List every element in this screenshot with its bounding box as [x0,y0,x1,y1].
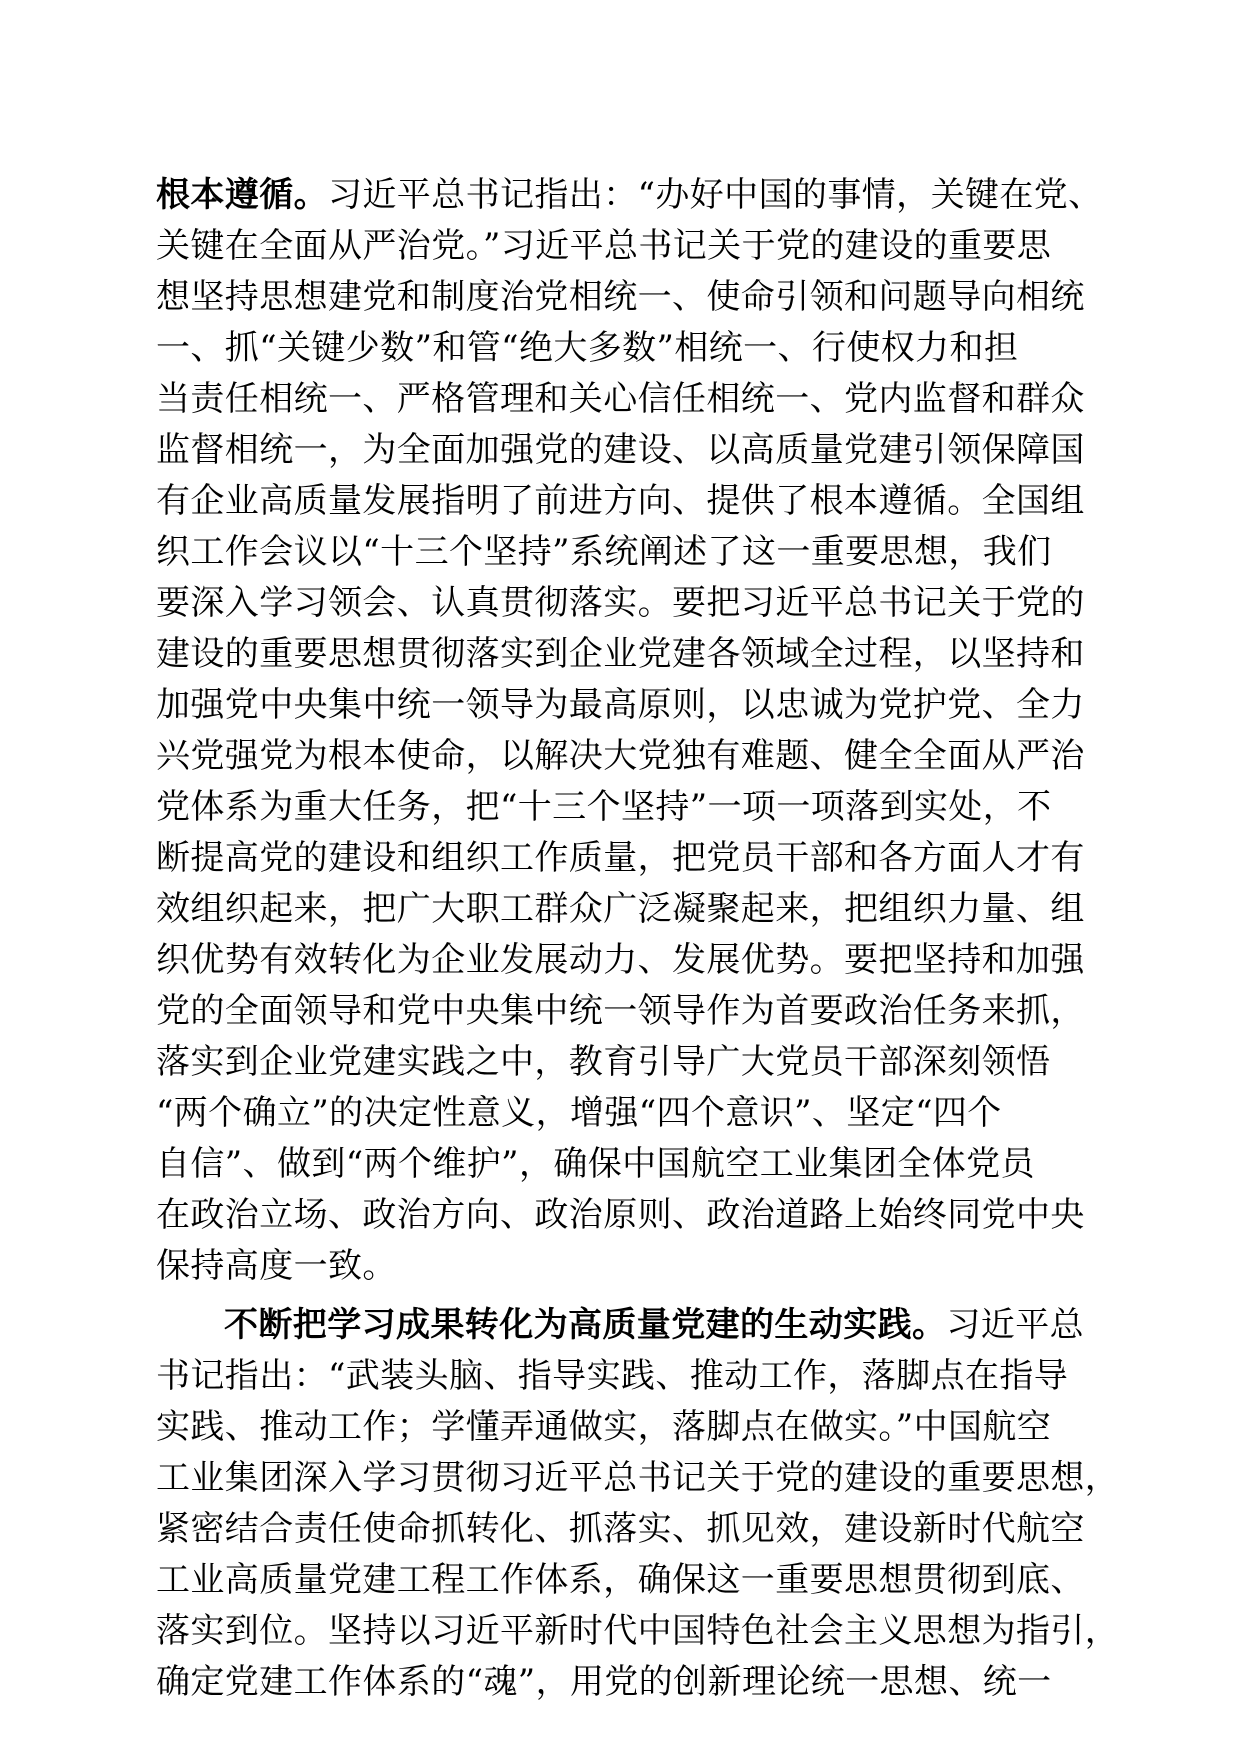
paragraph-lead-heading: 不断把学习成果转化为高质量党建的生动实践。 [224,1305,947,1345]
text-line: 在政治立场、政治方向、政治原则、政治道路上始终同党中央 [156,1195,1085,1235]
text-line: 确定党建工作体系的“魂”，用党的创新理论统一思想、统一 [156,1662,1052,1702]
text-line: 工业高质量党建工程工作体系，确保这一重要思想贯彻到底、 [156,1560,1085,1600]
text-line: 实践、推动工作；学懂弄通做实，落脚点在做实。”中国航空 [156,1407,1052,1447]
text-line: 建设的重要思想贯彻落实到企业党建各领域全过程，以坚持和 [156,634,1085,674]
text-line: 加强党中央集中统一领导为最高原则，以忠诚为党护党、全力 [156,685,1085,725]
text-line: 工业集团深入学习贯彻习近平总书记关于党的建设的重要思想， [156,1458,1120,1498]
text-line-content: 习近平总书记指出：“办好中国的事情，关键在党、 [328,175,1103,215]
text-line: 兴党强党为根本使命，以解决大党独有难题、健全全面从严治 [156,736,1085,776]
text-line: 效组织起来，把广大职工群众广泛凝聚起来，把组织力量、组 [156,889,1085,929]
text-line: 监督相统一，为全面加强党的建设、以高质量党建引领保障国 [156,430,1085,470]
text-line: 当责任相统一、严格管理和关心信任相统一、党内监督和群众 [156,379,1085,419]
text-line: 想坚持思想建党和制度治党相统一、使命引领和问题导向相统 [156,277,1085,317]
paragraph-gap [156,1292,1086,1300]
document-page [156,170,1120,1708]
text-line: 落实到位。坚持以习近平新时代中国特色社会主义思想为指引， [156,1611,1120,1651]
text-line: 党的全面领导和党中央集中统一领导作为首要政治任务来抓， [156,991,1085,1031]
text-line: 党体系为重大任务，把“十三个坚持”一项一项落到实处，不 [156,787,1052,827]
text-line [156,170,1103,221]
text-line: 要深入学习领会、认真贯彻落实。要把习近平总书记关于党的 [156,583,1085,623]
text-line: “两个确立”的决定性意义，增强“四个意识”、坚定“四个 [156,1093,1002,1133]
paragraph-2 [156,1300,1120,1708]
text-line: 保持高度一致。 [156,1246,397,1286]
text-line-content: 习近平总 [946,1305,1085,1345]
text-line: 织工作会议以“十三个坚持”系统阐述了这一重要思想，我们 [156,532,1052,572]
text-line: 一、抓“关键少数”和管“绝大多数”相统一、行使权力和担 [156,328,1019,368]
text-line: 书记指出：“武装头脑、指导实践、推动工作，落脚点在指导 [156,1356,1069,1396]
text-line: 断提高党的建设和组织工作质量，把党员干部和各方面人才有 [156,838,1085,878]
text-line: 织优势有效转化为企业发展动力、发展优势。要把坚持和加强 [156,940,1085,980]
paragraph-lead-heading: 根本遵循。 [156,175,328,215]
text-line [156,1300,1086,1351]
text-line: 有企业高质量发展指明了前进方向、提供了根本遵循。全国组 [156,481,1085,521]
text-line: 关键在全面从严治党。”习近平总书记关于党的建设的重要思 [156,226,1052,266]
text-line: 落实到企业党建实践之中，教育引导广大党员干部深刻领悟 [156,1042,1051,1082]
paragraph-1 [156,170,1103,1292]
text-line: 紧密结合责任使命抓转化、抓落实、抓见效，建设新时代航空 [156,1509,1085,1549]
text-line: 自信”、做到“两个维护”，确保中国航空工业集团全体党员 [156,1144,1035,1184]
